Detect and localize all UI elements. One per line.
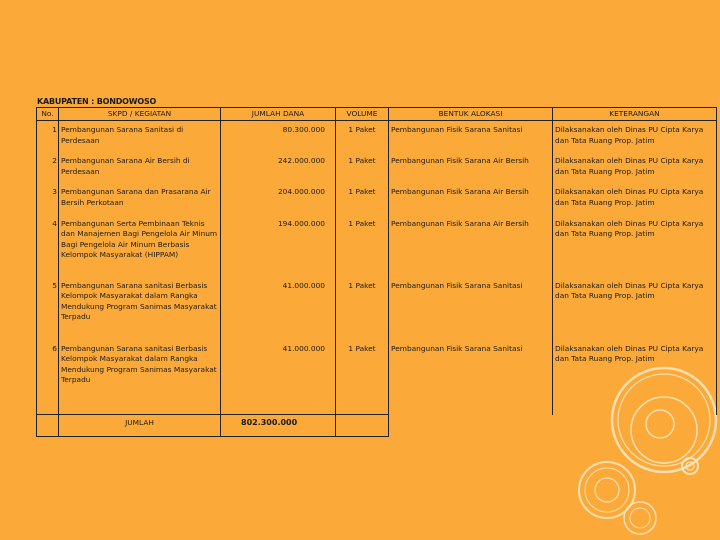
region-label bbox=[37, 97, 156, 106]
region-label-value: : BONDOWOSO bbox=[91, 97, 157, 106]
row-fund: 41.000.000 bbox=[221, 277, 336, 340]
total-value: 802.300.000 bbox=[221, 415, 336, 437]
row-volume: 1 Paket bbox=[336, 277, 389, 340]
row-activity: Pembangunan Serta Pembinaan Teknis dan Manajemen Bagi Pengelola Air Minum Bagi Pengelola Air Minum Berbasis Kelompok Masyarakat (HIPPAM) bbox=[59, 215, 221, 277]
col-header-no: No. bbox=[37, 108, 59, 121]
row-activity: Pembangunan Sarana sanitasi Berbasis Kelompok Masyarakat dalam Rangka Mendukung Program Sanimas Masyarakat Terpadu bbox=[59, 340, 221, 415]
row-volume: 1 Paket bbox=[336, 340, 389, 415]
row-remarks: Dilaksanakan oleh Dinas PU Cipta Karya dan Tata Ruang Prop. Jatim bbox=[553, 183, 717, 214]
row-allocation: Pembangunan Fisik Sarana Sanitasi bbox=[389, 121, 553, 153]
row-fund: 242.000.000 bbox=[221, 152, 336, 183]
row-fund: 204.000.000 bbox=[221, 183, 336, 214]
total-label: JUMLAH bbox=[59, 415, 221, 437]
row-activity: Pembangunan Sarana Sanitasi di Perdesaan bbox=[59, 121, 221, 153]
row-volume: 1 Paket bbox=[336, 152, 389, 183]
row-fund: 194.000.000 bbox=[221, 215, 336, 277]
row-no: 3 bbox=[37, 183, 59, 214]
total-empty-allocation bbox=[389, 415, 553, 437]
row-activity: Pembangunan Sarana Air Bersih di Perdesaan bbox=[59, 152, 221, 183]
row-allocation: Pembangunan Fisik Sarana Air Bersih bbox=[389, 183, 553, 214]
total-volume-cell bbox=[336, 415, 389, 437]
row-volume: 1 Paket bbox=[336, 183, 389, 214]
table-row bbox=[37, 183, 717, 214]
table-row bbox=[37, 340, 717, 415]
region-label-key: KABUPATEN bbox=[37, 97, 89, 106]
row-remarks: Dilaksanakan oleh Dinas PU Cipta Karya dan Tata Ruang Prop. Jatim bbox=[553, 215, 717, 277]
col-header-fund: JUMLAH DANA bbox=[221, 108, 336, 121]
row-volume: 1 Paket bbox=[336, 121, 389, 153]
total-row bbox=[37, 415, 717, 437]
row-activity: Pembangunan Sarana sanitasi Berbasis Kelompok Masyarakat dalam Rangka Mendukung Program Sanimas Masyarakat Terpadu bbox=[59, 277, 221, 340]
table-header-row bbox=[37, 108, 717, 121]
col-header-remarks: KETERANGAN bbox=[553, 108, 717, 121]
row-no: 4 bbox=[37, 215, 59, 277]
row-remarks: Dilaksanakan oleh Dinas PU Cipta Karya dan Tata Ruang Prop. Jatim bbox=[553, 340, 717, 415]
row-allocation: Pembangunan Fisik Sarana Sanitasi bbox=[389, 277, 553, 340]
row-activity: Pembangunan Sarana dan Prasarana Air Bersih Perkotaan bbox=[59, 183, 221, 214]
total-blank-cell bbox=[37, 415, 59, 437]
total-empty-remarks bbox=[553, 415, 717, 437]
row-no: 2 bbox=[37, 152, 59, 183]
row-allocation: Pembangunan Fisik Sarana Air Bersih bbox=[389, 215, 553, 277]
col-header-activity: SKPD / KEGIATAN bbox=[59, 108, 221, 121]
budget-table bbox=[36, 107, 717, 437]
row-allocation: Pembangunan Fisik Sarana Sanitasi bbox=[389, 340, 553, 415]
table-row bbox=[37, 277, 717, 340]
row-allocation: Pembangunan Fisik Sarana Air Bersih bbox=[389, 152, 553, 183]
table-row bbox=[37, 121, 717, 153]
row-remarks: Dilaksanakan oleh Dinas PU Cipta Karya dan Tata Ruang Prop. Jatim bbox=[553, 121, 717, 153]
row-volume: 1 Paket bbox=[336, 215, 389, 277]
col-header-volume: VOLUME bbox=[336, 108, 389, 121]
row-no: 1 bbox=[37, 121, 59, 153]
row-no: 6 bbox=[37, 340, 59, 415]
table-row bbox=[37, 152, 717, 183]
row-fund: 80.300.000 bbox=[221, 121, 336, 153]
row-remarks: Dilaksanakan oleh Dinas PU Cipta Karya dan Tata Ruang Prop. Jatim bbox=[553, 152, 717, 183]
row-fund: 41.000.000 bbox=[221, 340, 336, 415]
col-header-allocation: BENTUK ALOKASI bbox=[389, 108, 553, 121]
row-no: 5 bbox=[37, 277, 59, 340]
row-remarks: Dilaksanakan oleh Dinas PU Cipta Karya dan Tata Ruang Prop. Jatim bbox=[553, 277, 717, 340]
table-row bbox=[37, 215, 717, 277]
